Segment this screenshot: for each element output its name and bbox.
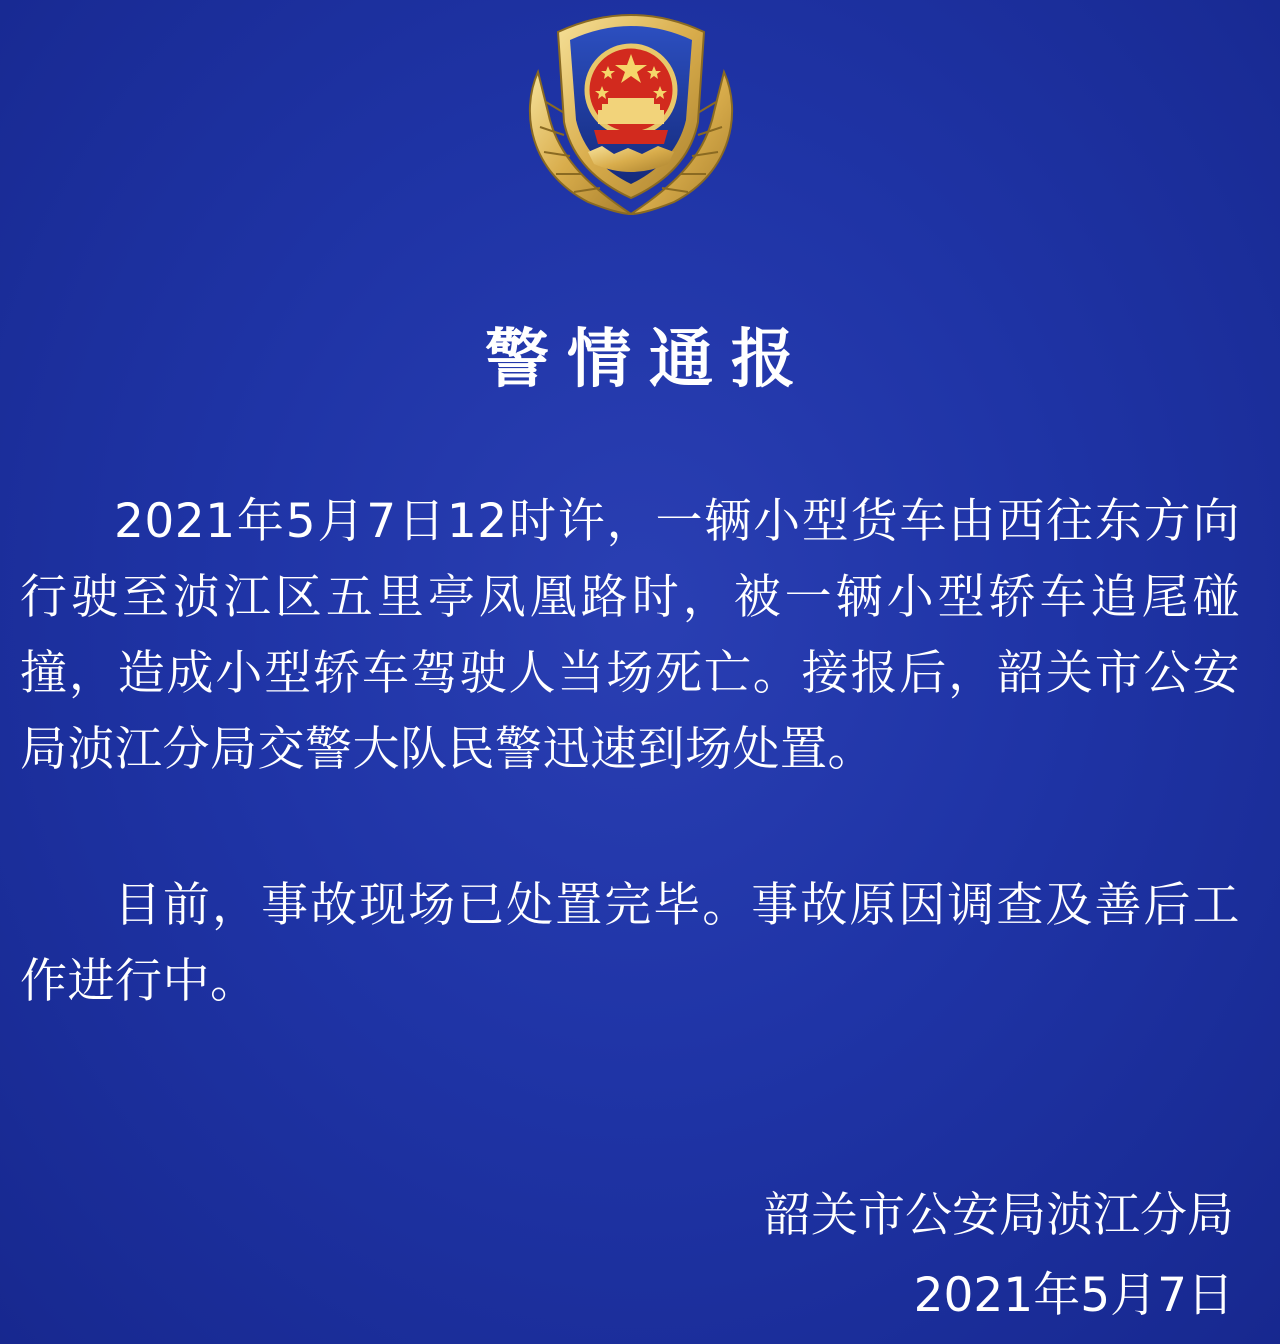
notice-paragraph-2: 目前，事故现场已处置完毕。事故原因调查及善后工作进行中。 xyxy=(20,878,1240,1009)
signature-organization: 韶关市公安局浈江分局 xyxy=(764,1188,1234,1243)
police-emblem-icon xyxy=(518,2,744,218)
notice-title: 警情通报 xyxy=(485,323,813,397)
signature-date: 2021年5月7日 xyxy=(913,1268,1234,1323)
notice-paragraph-1: 2021年5月7日12时许，一辆小型货车由西往东方向行驶至浈江区五里亭凤凰路时，被一辆小型轿车追尾碰撞，造成小型轿车驾驶人当场死亡。接报后，韶关市公安局浈江分局交警大队民警迅速到场处置。 xyxy=(20,494,1240,777)
